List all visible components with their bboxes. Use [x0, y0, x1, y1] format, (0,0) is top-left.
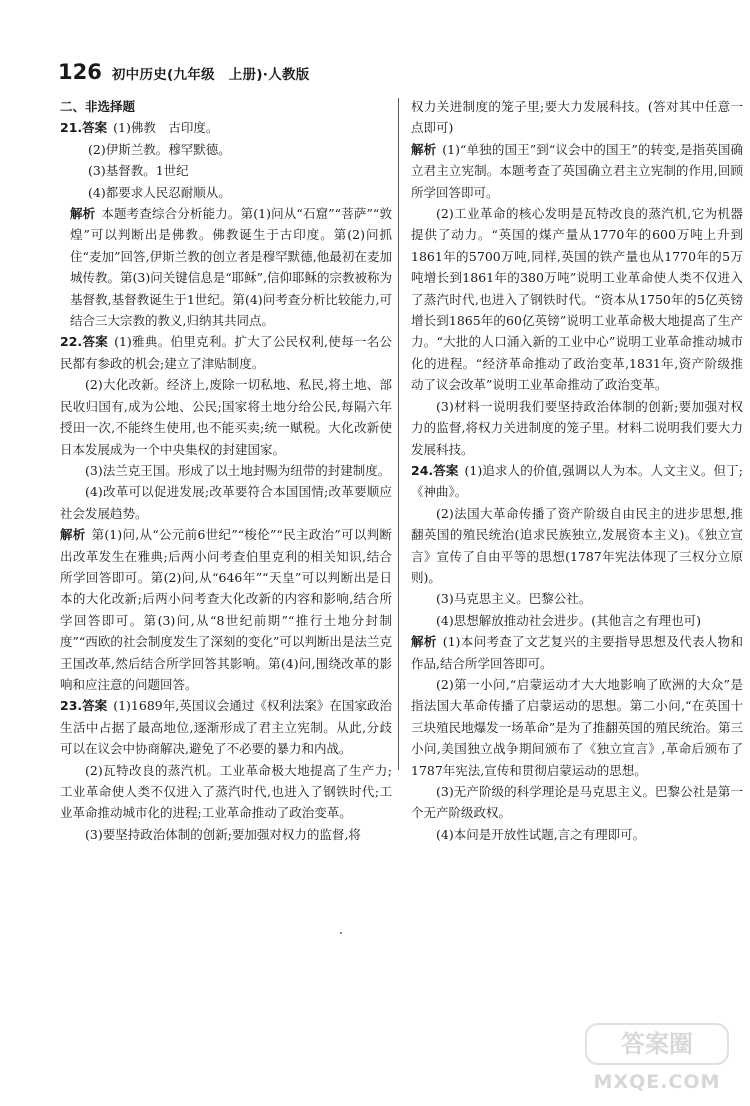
left-column: [60, 96, 392, 845]
answer-text: (2)伊斯兰教。穆罕默德。: [88, 141, 231, 157]
question-number: 23.: [60, 698, 83, 714]
answer-label: 答案: [82, 698, 108, 714]
right-column: [411, 96, 743, 845]
answer-text: (4)改革可以促进发展;改革要符合本国国情;改革要顺应社会发展趋势。: [60, 484, 392, 521]
question-21: [60, 117, 392, 331]
analysis-text: (2)工业革命的核心发明是瓦特改良的蒸汽机,它为机器提供了动力。“英国的煤产量从1770年的600万吨上升到1861年的5700万吨,同样,英国的铁产量也从1770年的5万吨增长到1861年的380万吨”说明工业革命使人类不仅进入了蒸汽时代,也进入了钢铁时代。“资本从1750年的5亿英镑增长到1865年的60亿英镑”说明工业革命极大地提高了生产力。“大批的人口涌入新的工业中心”说明工业革命推动城市化的进程。“经济革命推动了政治变革,1831年,资产阶级推动了议会改革”说明工业革命推动了政治变革。: [411, 206, 743, 393]
analysis-text: 本题考查综合分析能力。第(1)问从“石窟”“菩萨”“敦煌”可以判断出是佛教。佛教诞生于古印度。第(2)问抓住“麦加”回答,伊斯兰教的创立者是穆罕默德,他最初在麦加城传教。第(3)问关键信息是“耶稣”,信仰耶稣的宗教被称为基督教,基督教诞生于1世纪。第(4)问考查分析比较能力,可结合三大宗教的教义,归纳其共同点。: [70, 206, 392, 329]
answer-text: (3)法兰克王国。形成了以土地封赐为纽带的封建制度。: [85, 462, 391, 478]
answer-text: (3)基督教。1世纪: [88, 163, 189, 179]
question-number: 21.: [60, 120, 83, 136]
analysis-text: (3)材料一说明我们要坚持政治体制的创新;要加强对权力的监督,将权力关进制度的笼子里。材料二说明我们要大力发展科技。: [411, 398, 743, 457]
question-23-continued: [411, 96, 743, 460]
answer-text: (2)大化改新。经济上,废除一切私地、私民,将土地、部民收归国有,成为公地、公民;国家将土地分给公民,每隔六年授田一次,不能终生使用,也不能买卖;统一赋税。大化改新使日本发展成为一个中央集权的封建国家。: [60, 377, 392, 457]
answer-text: (1)追求人的价值,强调以人为本。人文主义。但丁;《神曲》。: [411, 462, 743, 500]
column-divider: [398, 98, 399, 770]
watermark-cn-text: 答案圈: [621, 1030, 693, 1058]
question-number: 24.: [411, 462, 434, 478]
question-23: [60, 695, 392, 845]
question-number: 22.: [60, 334, 83, 350]
watermark-logo: [582, 1018, 732, 1098]
analysis-label: 解析: [411, 141, 437, 157]
analysis-text: (1)“单独的国王”到“议会中的国王”的转变,是指英国确立君主立宪制。本题考查了英国确立君主立宪制的作用,回顾所学回答即可。: [411, 141, 743, 200]
analysis-label: 解析: [411, 634, 437, 650]
page-number: 126: [58, 60, 102, 84]
analysis-text: (3)无产阶级的科学理论是马克思主义。巴黎公社是第一个无产阶级政权。: [411, 784, 743, 821]
watermark-url-text: MXQE.COM: [593, 1071, 721, 1093]
analysis-text: (4)本问是开放性试题,言之有理即可。: [436, 826, 646, 842]
answer-text: (2)瓦特改良的蒸汽机。工业革命极大地提高了生产力;工业革命使人类不仅进入了蒸汽时代,也进入了钢铁时代;工业革命推动城市化的进程;工业革命推动了政治变革。: [60, 762, 392, 821]
answer-text: (4)都要求人民忍耐顺从。: [88, 184, 231, 200]
answer-label: 答案: [433, 462, 459, 478]
answer-text: (2)法国大革命传播了资产阶级自由民主的进步思想,推翻英国的殖民统治(追求民族独立,发展资本主义)。《独立宣言》宣传了自由平等的思想(1787年宪法体现了三权分立原则)。: [411, 505, 743, 585]
question-22: [60, 331, 392, 695]
analysis-text: (2)第一小问,“启蒙运动才大大地影响了欧洲的大众”是指法国大革命传播了启蒙运动的思想。第二小问,“在英国十三块殖民地爆发一场革命”是为了推翻英国的殖民统治。第三小问,美国独立战争期间颁布了《独立宣言》,革命后颁布了1787年宪法,宣传和贯彻启蒙运动的思想。: [411, 676, 743, 778]
answer-text: (4)思想解放推动社会进步。(其他言之有理也可): [436, 612, 701, 628]
book-title: 初中历史(九年级 上册)·人教版: [111, 67, 310, 83]
answer-text: (1)佛教 古印度。: [113, 120, 219, 136]
analysis-label: 解析: [60, 527, 86, 543]
question-24: [411, 460, 743, 845]
scan-speck: [340, 932, 342, 934]
page-header: [58, 60, 310, 86]
answer-label: 答案: [82, 120, 108, 136]
section-title: 二、非选择题: [60, 99, 136, 114]
analysis-label: 解析: [70, 206, 96, 222]
answer-text: (3)马克思主义。巴黎公社。: [436, 591, 592, 607]
answer-text: (1)雅典。伯里克利。扩大了公民权利,使每一名公民都有参政的机会;建立了津贴制度。: [60, 334, 392, 371]
answer-label: 答案: [82, 334, 109, 350]
answer-text: (1)1689年,英国议会通过《权利法案》在国家政治生活中占据了最高地位,逐渐形成了君主立宪制。从此,分歧可以在议会中协商解决,避免了不必要的暴力和内战。: [60, 698, 392, 757]
analysis-text: 第(1)问,从“公元前6世纪”“梭伦”“民主政治”可以判断出改革发生在雅典;后两小问考查伯里克利的相关知识,结合所学回答即可。第(2)问,从“646年”“天皇”可以判断出是日本的大化改新;后两小问考查大化改新的内容和影响,结合所学回答即可。第(3)问,从“8世纪前期”“推行土地分封制度”“西欧的社会制度发生了深刻的变化”可以判断出是法兰克王国改革,然后结合所学回答其影响。第(4)问,围绕改革的影响和应注意的问题回答。: [60, 527, 392, 692]
answer-text: (3)要坚持政治体制的创新;要加强对权力的监督,将: [85, 826, 361, 842]
answer-text: 权力关进制度的笼子里;要大力发展科技。(答对其中任意一点即可): [411, 99, 743, 136]
analysis-text: (1)本问考查了文艺复兴的主要指导思想及代表人物和作品,结合所学回答即可。: [411, 634, 743, 671]
